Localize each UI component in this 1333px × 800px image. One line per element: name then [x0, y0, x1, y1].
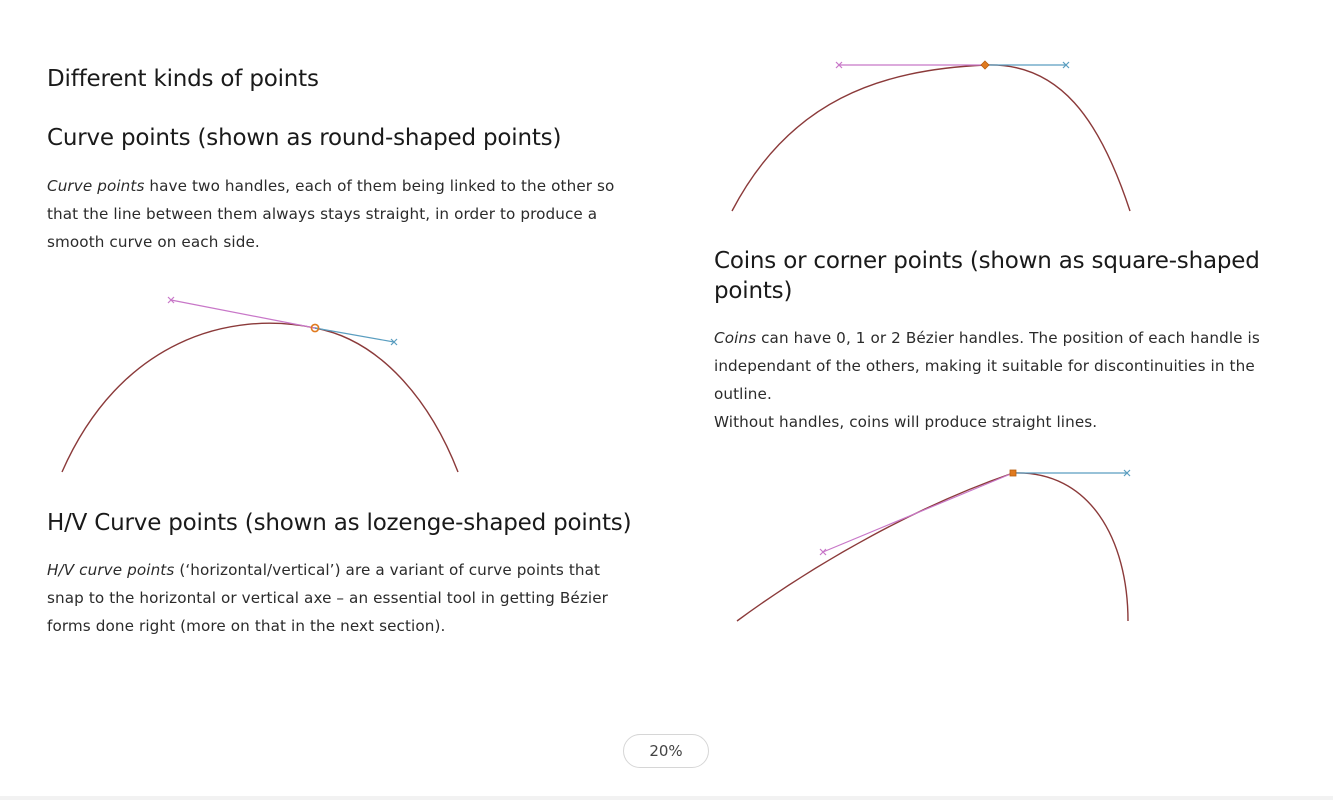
- coin-square-marker: [1010, 470, 1016, 476]
- coins-text: can have 0, 1 or 2 Bézier handles. The position of each handle is independant of the others, making it suitable for discontinuities in the outline.: [714, 329, 1260, 403]
- coin-handle-in-marker: [820, 549, 826, 555]
- hv-curve-points-term: H/V curve points: [47, 561, 175, 579]
- coins-heading: Coins or corner points (shown as square-shaped points): [714, 248, 1260, 304]
- zoom-level-indicator[interactable]: 20%: [623, 734, 709, 768]
- coin-outline: [737, 473, 1128, 621]
- hv-curve-points-heading: H/V Curve points (shown as lozenge-shaped points): [47, 510, 632, 536]
- hv-curve-points-text: (‘horizontal/vertical’) are a variant of curve points that snap to the horizontal or vertical axe – an essential tool in getting Bézier forms done right (more on that in the next section).: [47, 561, 608, 635]
- curve-points-text: have two handles, each of them being linked to the other so that the line between them always stays straight, in order to produce a smooth curve on each side.: [47, 177, 615, 251]
- page-title: Different kinds of points: [47, 66, 319, 92]
- bottom-divider: [0, 796, 1333, 800]
- coin-handle-in: [823, 473, 1013, 552]
- curve-points-heading: Curve points (shown as round-shaped points): [47, 125, 562, 151]
- coins-paragraph-2: Without handles, coins will produce straight lines.: [714, 413, 1098, 431]
- curve-points-term: Curve points: [47, 177, 145, 195]
- coins-term: Coins: [714, 329, 757, 347]
